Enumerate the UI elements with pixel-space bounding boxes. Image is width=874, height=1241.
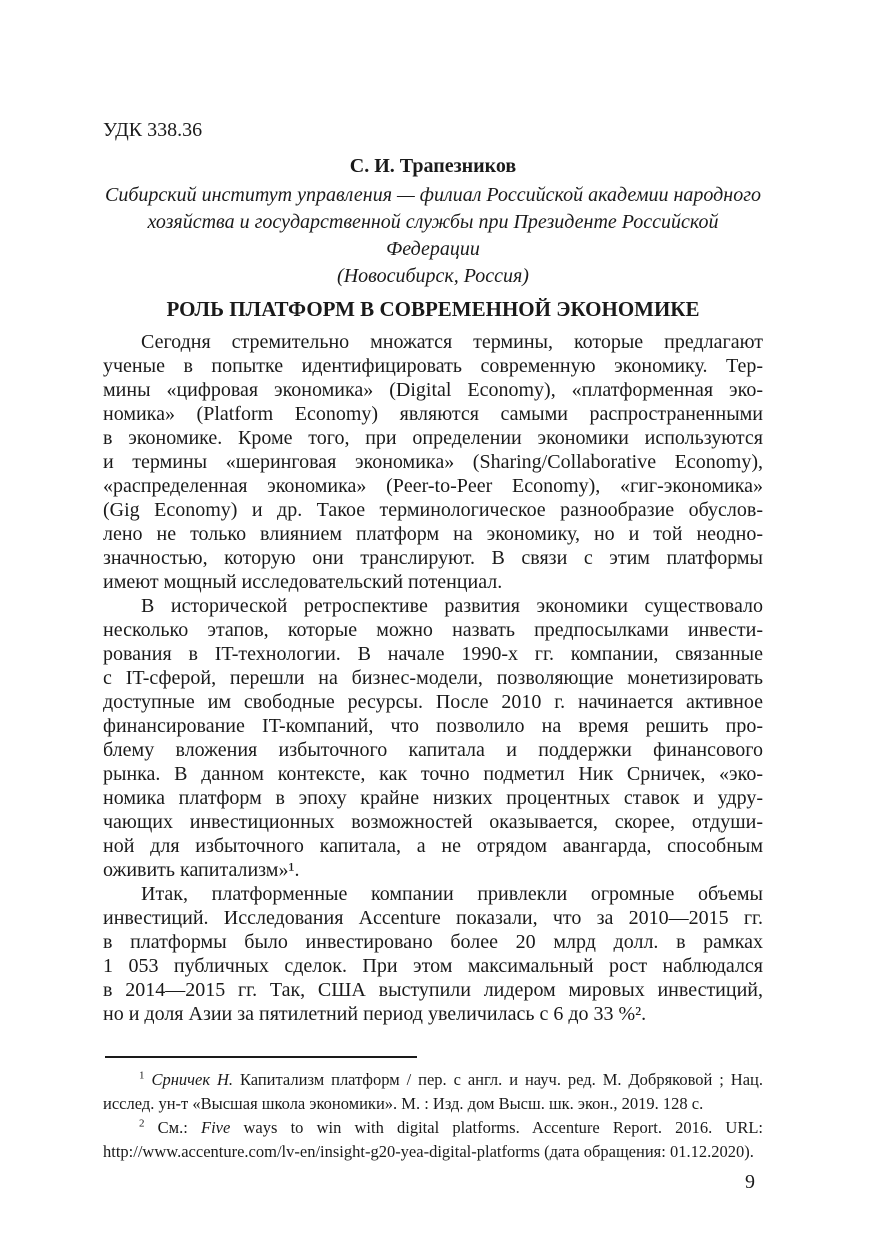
text-line: номика платформ в эпоху крайне низких процентных ставок и удру- (103, 787, 763, 809)
text-line: в экономике. Кроме того, при определении экономики используются (103, 427, 763, 449)
footnote-1-text: Капитализм платформ / пер. с англ. и науч. ред. М. Добряковой ; Нац. (239, 1070, 763, 1089)
text-line: Итак, платформенные компании привлекли огромные объемы (141, 883, 763, 905)
author-name: С. И. Трапезников (349, 155, 517, 177)
paragraph-3 (103, 882, 763, 1026)
text-line: в платформы было инвестировано более 20 млрд долл. в рамках (103, 931, 763, 953)
text-line: с IT-сферой, перешли на бизнес-модели, позволяющие монетизировать (103, 667, 763, 689)
text-line: значностью, которую они транслируют. В связи с этим платформы (103, 547, 763, 569)
text-line: номика» (Platform Economy) являются самыми распространенными (103, 403, 763, 425)
footnote-1-line-2: исслед. ун-т «Высшая школа экономики». М. : Изд. дом Высш. шк. экон., 2019. 128 с. (103, 1094, 704, 1113)
paragraph-1 (103, 330, 763, 594)
text-line: рования в IT-технологии. В начале 1990-х гг. компании, связанные (103, 643, 763, 665)
footnote-1-author-italic: Срничек Н. (151, 1070, 234, 1089)
footnote-2-text: ways to win with digital platforms. Accenture Report. 2016. URL: (243, 1118, 763, 1137)
text-line: 1 053 публичных сделок. При этом максимальный рост наблюдался (103, 955, 763, 977)
footnote-1-marker: 1 (139, 1069, 145, 1082)
article-body (103, 330, 763, 1026)
text-line: несколько этапов, которые можно назвать предпосылками инвести- (103, 619, 763, 641)
footnote-1-line-1 (103, 1068, 763, 1092)
text-line: ученые в попытке идентифицировать современную экономику. Тер- (103, 355, 763, 377)
text-line: (Новосибирск, Россия) (337, 265, 529, 287)
text-line: мины «цифровая экономика» (Digital Economy), «платформенная эко- (103, 379, 763, 401)
page-number: 9 (745, 1171, 755, 1193)
footnote-2-lead: См.: (157, 1118, 188, 1137)
text-line: инвестиций. Исследования Accenture показали, что за 2010—2015 гг. (103, 907, 763, 929)
text-line: но и доля Азии за пятилетний период увеличилась с 6 до 33 %². (103, 1003, 647, 1025)
paragraph-2 (103, 594, 763, 882)
text-line: оживить капитализм»¹. (103, 859, 300, 881)
text-line: рынка. В данном контексте, как точно подметил Ник Срничек, «эко- (103, 763, 763, 785)
text-line: Сегодня стремительно множатся термины, которые предлагают (141, 331, 763, 353)
text-line: доступные им свободные ресурсы. После 2010 г. начинается активное (103, 691, 763, 713)
footnotes-section (103, 1056, 763, 1164)
text-line: «распределенная экономика» (Peer-to-Peer Economy), «гиг-экономика» (103, 475, 763, 497)
text-line: Сибирский институт управления — филиал Российской академии народного (104, 184, 761, 206)
footnote-separator-rule (105, 1056, 417, 1058)
footnote-2-source-italic: Five (201, 1118, 231, 1137)
text-line: блему вложения избыточного капитала и поддержки финансового (103, 739, 763, 761)
footnote-2-line-2: http://www.accenture.com/lv-en/insight-g20-yea-digital-platforms (дата обращения: 01.12.2020). (103, 1142, 754, 1161)
text-line: В исторической ретроспективе развития экономики существовало (141, 595, 763, 617)
article-title: РОЛЬ ПЛАТФОРМ В СОВРЕМЕННОЙ ЭКОНОМИКЕ (166, 297, 700, 321)
footnote-2-line-1 (103, 1116, 763, 1140)
text-line: чающих инвестиционных возможностей оказывается, скорее, отдуши- (103, 811, 763, 833)
text-line: хозяйства и государственной службы при Президенте Российской Федерации (147, 211, 719, 260)
text-line: в 2014—2015 гг. Так, США выступили лидером мировых инвестиций, (103, 979, 763, 1001)
text-line: ной для избыточного капитала, а не отрядом авангарда, способным (103, 835, 763, 857)
text-line: имеют мощный исследовательский потенциал. (103, 571, 503, 593)
udc-code: УДК 338.36 (103, 119, 203, 141)
footnote-2-marker: 2 (139, 1117, 145, 1130)
text-line: (Gig Economy) и др. Такое терминологическое разнообразие обуслов- (103, 499, 763, 521)
text-line: и термины «шеринговая экономика» (Sharing/Collaborative Economy), (103, 451, 763, 473)
text-line: финансирование IT-компаний, что позволило на время решить про- (103, 715, 763, 737)
text-line: лено не только влиянием платформ на экономику, но и той неодно- (103, 523, 763, 545)
author-affiliation (103, 182, 763, 290)
